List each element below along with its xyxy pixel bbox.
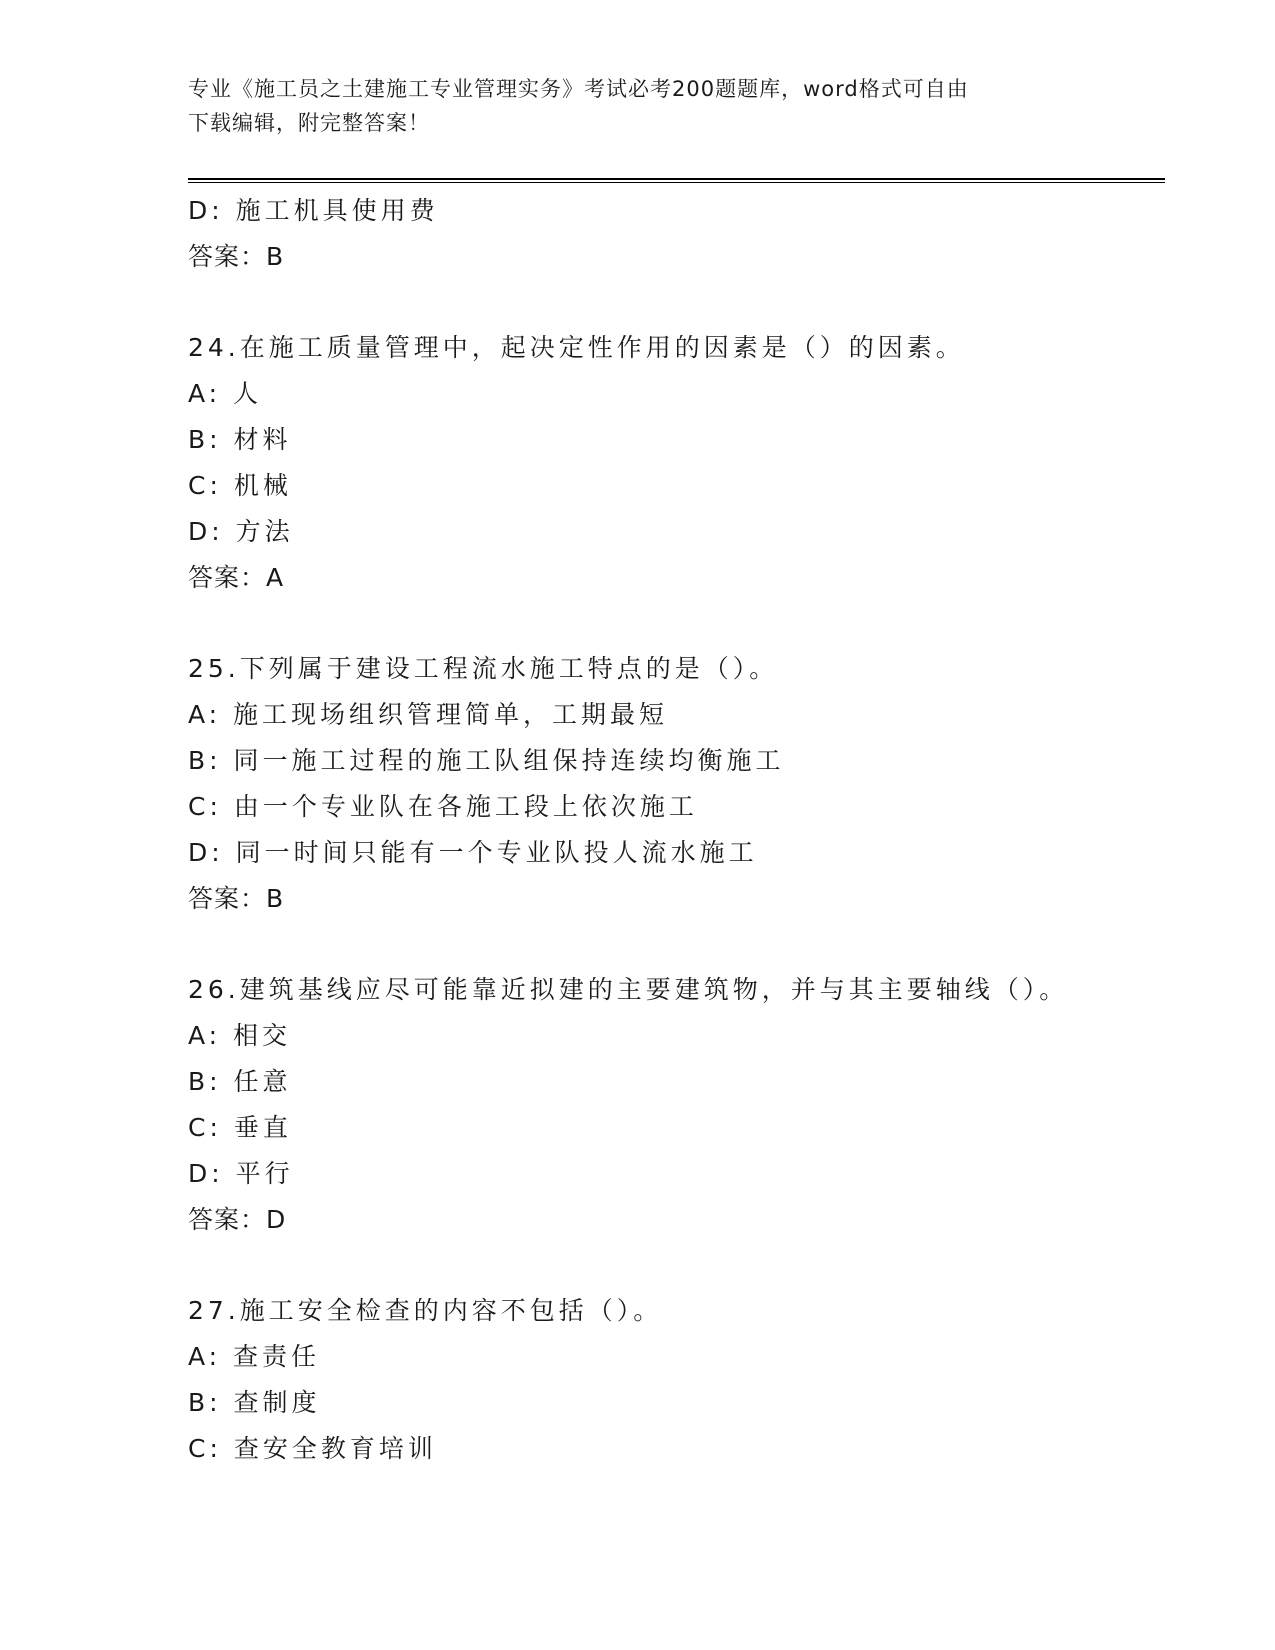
question-stem: 25.下列属于建设工程流水施工特点的是（）。 (188, 654, 779, 683)
option-b: B: 同一施工过程的施工队组保持连续均衡施工 (188, 746, 785, 775)
question-stem: 27.施工安全检查的内容不包括（）。 (188, 1296, 663, 1325)
question-25 (188, 646, 1148, 922)
option-d: D: 方法 (188, 517, 294, 546)
option-d: D: 平行 (188, 1159, 294, 1188)
option-c: C: 由一个专业队在各施工段上依次施工 (188, 792, 698, 821)
option-b: B: 查制度 (188, 1388, 321, 1417)
header-line-1: 专业《施工员之土建施工专业管理实务》考试必考200题题库，word格式可自由 (188, 77, 969, 101)
option-a: A: 施工现场组织管理简单，工期最短 (188, 700, 669, 729)
question-stem: 24.在施工质量管理中，起决定性作用的因素是（）的因素。 (188, 333, 965, 362)
document-header (188, 72, 1088, 140)
answer: 答案：B (188, 884, 285, 913)
answer: 答案：D (188, 1205, 287, 1234)
option-c: C: 查安全教育培训 (188, 1434, 437, 1463)
header-divider (188, 178, 1165, 183)
question-23-option-d: D: 施工机具使用费 (188, 196, 439, 225)
option-c: C: 垂直 (188, 1113, 292, 1142)
option-a: A: 人 (188, 379, 263, 408)
question-23-answer: 答案：B (188, 242, 285, 271)
option-a: A: 查责任 (188, 1342, 321, 1371)
question-26 (188, 967, 1148, 1243)
option-b: B: 任意 (188, 1067, 292, 1096)
header-line-2: 下载编辑，附完整答案！ (188, 111, 430, 135)
question-24 (188, 325, 1148, 601)
question-27 (188, 1288, 1148, 1472)
question-stem: 26.建筑基线应尽可能靠近拟建的主要建筑物，并与其主要轴线（）。 (188, 975, 1069, 1004)
option-c: C: 机械 (188, 471, 292, 500)
option-d: D: 同一时间只能有一个专业队投人流水施工 (188, 838, 758, 867)
option-a: A: 相交 (188, 1021, 292, 1050)
question-list (188, 188, 1148, 1472)
option-b: B: 材料 (188, 425, 292, 454)
answer: 答案：A (188, 563, 285, 592)
